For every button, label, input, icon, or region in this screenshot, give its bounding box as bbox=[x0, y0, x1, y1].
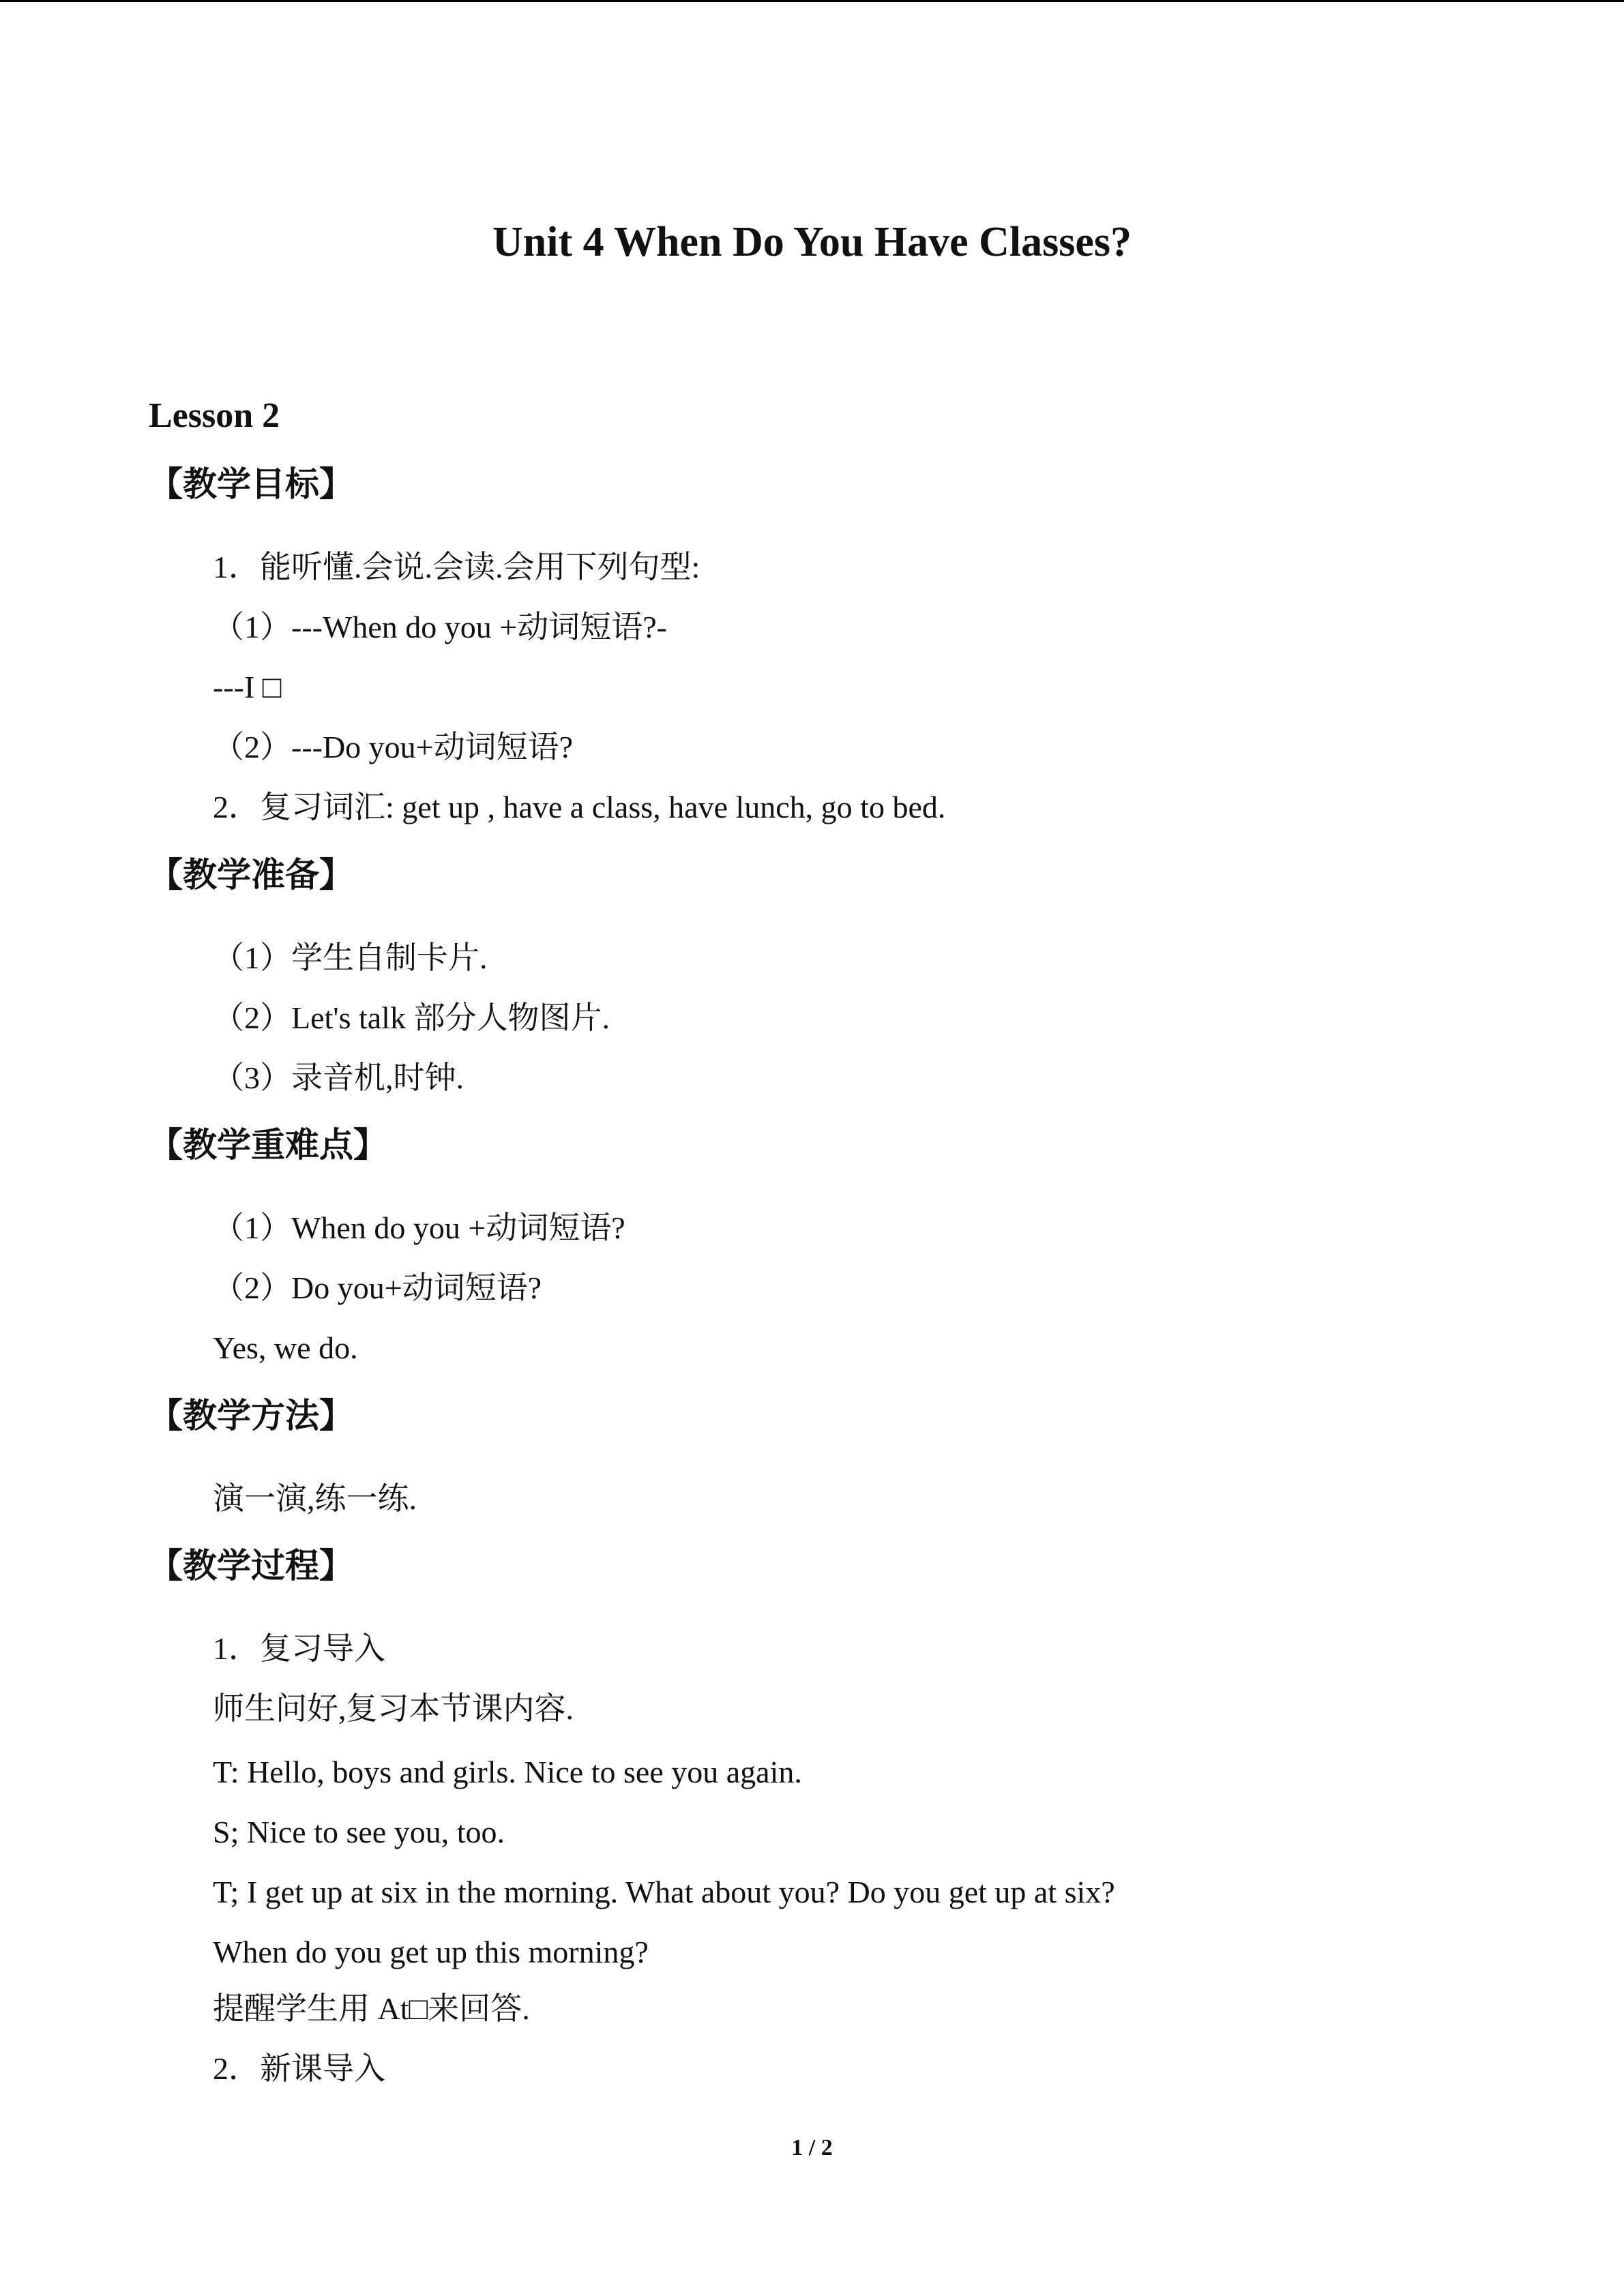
objectives-line: ---I □ bbox=[213, 670, 282, 704]
process-line: T; I get up at six in the morning. What about you? Do you get up at six? bbox=[213, 1875, 1115, 1909]
process-line: 1．复习导入 bbox=[213, 1631, 385, 1666]
section-heading-key-points: 【教学重难点】 bbox=[149, 1125, 387, 1165]
objectives-line: 2．复习词汇: get up , have a class, have lunch, go to bed. bbox=[213, 790, 946, 824]
page-top-border bbox=[0, 0, 1624, 2]
objectives-line: （1）---When do you +动词短语?- bbox=[213, 610, 667, 644]
section-heading-process: 【教学过程】 bbox=[149, 1546, 353, 1585]
key-points-line: （1）When do you +动词短语? bbox=[213, 1210, 625, 1245]
process-line: S; Nice to see you, too. bbox=[213, 1815, 505, 1849]
preparation-line: （1）学生自制卡片. bbox=[213, 940, 488, 975]
process-line: 提醒学生用 At□来回答. bbox=[213, 1991, 530, 2026]
section-heading-objectives: 【教学目标】 bbox=[149, 464, 353, 504]
objectives-line: （2）---Do you+动词短语? bbox=[213, 730, 574, 764]
methods-line: 演一演,练一练. bbox=[213, 1481, 417, 1516]
preparation-line: （2）Let's talk 部分人物图片. bbox=[213, 1000, 610, 1035]
lesson-label: Lesson 2 bbox=[149, 396, 280, 435]
process-line: T: Hello, boys and girls. Nice to see you again. bbox=[213, 1755, 802, 1789]
section-heading-preparation: 【教学准备】 bbox=[149, 855, 353, 895]
section-heading-methods: 【教学方法】 bbox=[149, 1396, 353, 1435]
process-line: When do you get up this morning? bbox=[213, 1935, 649, 1969]
document-title: Unit 4 When Do You Have Classes? bbox=[492, 219, 1132, 265]
preparation-line: （3）录音机,时钟. bbox=[213, 1060, 464, 1095]
objectives-line: 1．能听懂.会说.会读.会用下列句型: bbox=[213, 550, 700, 584]
key-points-line: Yes, we do. bbox=[213, 1330, 358, 1365]
page-number: 1 / 2 bbox=[791, 2135, 833, 2160]
process-line: 2．新课导入 bbox=[213, 2051, 385, 2086]
key-points-line: （2）Do you+动词短语? bbox=[213, 1270, 542, 1305]
process-line: 师生问好,复习本节课内容. bbox=[213, 1691, 574, 1726]
